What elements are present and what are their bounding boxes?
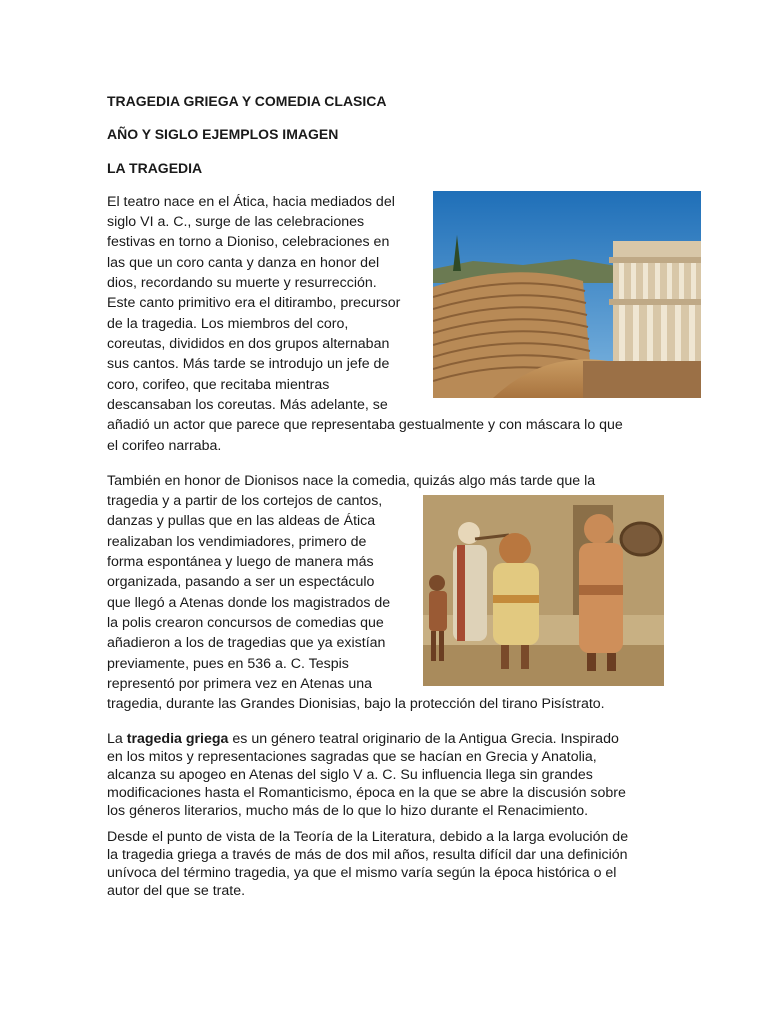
text-fragment: es un género teatral originario de la Antigua Grecia. Inspirado bbox=[228, 731, 619, 747]
text-line: coreutas, divididos en dos grupos alternaban bbox=[107, 336, 390, 352]
text-line: previamente, pues en 536 a. C. Tespis bbox=[107, 656, 349, 672]
text-line: coro, corifeo, que recitaba mientras bbox=[107, 377, 330, 393]
text-line: unívoca del término tragedia, ya que el mismo varía según la época histórica o el bbox=[107, 865, 617, 881]
text-line: siglo VI a. C., surge de las celebraciones bbox=[107, 214, 365, 230]
text-line: Este canto primitivo era el ditirambo, precursor bbox=[107, 295, 401, 311]
text-line: forma espontánea y luego de manera más bbox=[107, 554, 374, 570]
text-line: de la tragedia. Los miembros del coro, bbox=[107, 316, 349, 332]
text-line: representó por primera vez en Atenas una bbox=[107, 676, 372, 692]
text-line: añadieron a los de tragedias que ya existían bbox=[107, 635, 386, 651]
text-line: en los mitos y representaciones sagradas que se hacían en Grecia y Anatolia, bbox=[107, 749, 597, 765]
text-line: alcanza su apogeo en Atenas del siglo V a. C. Su influencia llega sin grandes bbox=[107, 767, 593, 783]
text-line: el corifeo narraba. bbox=[107, 438, 222, 454]
text-line: añadió un actor que parece que representaba gestualmente y con máscara lo que bbox=[107, 417, 623, 433]
comedy-mosaic-image bbox=[423, 495, 664, 686]
text-line: modificaciones hasta el Romanticismo, época en la que se abre la discusión sobre bbox=[107, 785, 626, 801]
section-heading: LA TRAGEDIA bbox=[107, 160, 203, 176]
roman-theatre-photo bbox=[433, 191, 701, 398]
text-fragment: La bbox=[107, 731, 127, 747]
text-line: la polis crearon concursos de comedias que bbox=[107, 615, 384, 631]
text-line: realizaban los vendimiadores, primero de bbox=[107, 534, 367, 550]
text-line: También en honor de Dionisos nace la comedia, quizás algo más tarde que la bbox=[107, 473, 596, 489]
text-line: autor del que se trate. bbox=[107, 883, 246, 899]
text-line: sus cantos. Más tarde se introdujo un jefe de bbox=[107, 356, 390, 372]
text-line: que llegó a Atenas donde los magistrados de bbox=[107, 595, 391, 611]
text-line: descansaban los coreutas. Más adelante, se bbox=[107, 397, 388, 413]
text-line: tragedia y a partir de los cortejos de cantos, bbox=[107, 493, 383, 509]
text-line: Desde el punto de vista de la Teoría de la Literatura, debido a la larga evolución de bbox=[107, 829, 629, 845]
document-title: TRAGEDIA GRIEGA Y COMEDIA CLASICA bbox=[107, 93, 387, 109]
text-line: dios, recordando su muerte y resurrección. bbox=[107, 275, 377, 291]
text-line: festivas en torno a Dioniso, celebraciones en bbox=[107, 234, 390, 250]
bold-term: tragedia griega bbox=[126, 731, 229, 747]
text-line: los géneros literarios, mucho más de lo que lo hizo durante el Renacimiento. bbox=[107, 803, 589, 819]
text-line: tragedia, durante las Grandes Dionisias, bajo la protección del tirano Pisístrato. bbox=[107, 696, 605, 712]
text-line: la tragedia griega a través de más de dos mil años, resulta difícil dar una definición bbox=[107, 847, 628, 863]
text-line: las que un coro canta y danza en honor del bbox=[107, 255, 380, 271]
text-line: danzas y pullas que en las aldeas de Ática bbox=[107, 513, 376, 529]
text-line: organizada, pasando a ser un espectáculo bbox=[107, 574, 375, 590]
text-line: El teatro nace en el Ática, hacia mediados del bbox=[107, 194, 395, 210]
document-subtitle: AÑO Y SIGLO EJEMPLOS IMAGEN bbox=[107, 126, 339, 142]
